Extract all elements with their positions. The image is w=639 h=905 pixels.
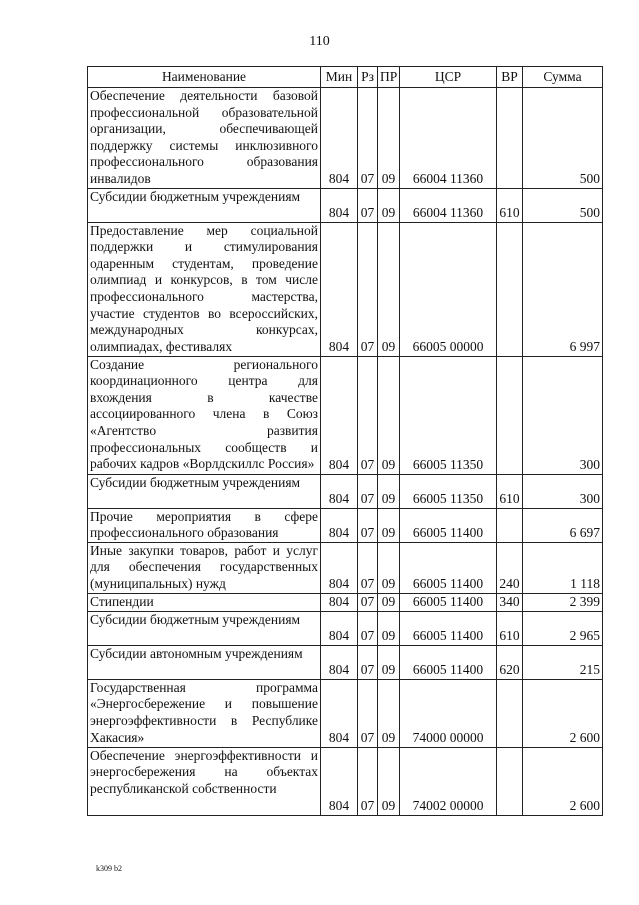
row-pr: 09: [378, 593, 400, 611]
row-sum: 300: [523, 356, 603, 474]
row-pr: 09: [378, 747, 400, 815]
row-min: 804: [321, 222, 358, 356]
table-row: [88, 222, 603, 356]
row-pr: 09: [378, 611, 400, 645]
row-vr: 340: [497, 593, 523, 611]
row-vr: 610: [497, 611, 523, 645]
row-min: 804: [321, 356, 358, 474]
row-rz: 07: [358, 88, 378, 189]
table-row: [88, 356, 603, 474]
row-csr: 66005 11400: [400, 542, 497, 593]
row-pr: 09: [378, 356, 400, 474]
row-min: 804: [321, 508, 358, 542]
table-row: [88, 611, 603, 645]
row-rz: 07: [358, 356, 378, 474]
row-name: Обеспечение деятельности базовой профессиональной образовательной организации, обеспечивающей поддержку системы инклюзивного профессионального образования инвалидов: [88, 88, 321, 189]
row-vr: [497, 747, 523, 815]
row-vr: 610: [497, 188, 523, 222]
row-csr: 66005 11350: [400, 474, 497, 508]
row-vr: [497, 508, 523, 542]
row-name: Государственная программа «Энергосбережение и повышение энергоэффективности в Республике Хакасия»: [88, 679, 321, 747]
row-sum: 2 965: [523, 611, 603, 645]
header-vr: ВР: [497, 67, 523, 88]
row-vr: 620: [497, 645, 523, 679]
row-name: Субсидии бюджетным учреждениям: [88, 188, 321, 222]
row-sum: 500: [523, 188, 603, 222]
row-rz: 07: [358, 679, 378, 747]
row-pr: 09: [378, 222, 400, 356]
footer-code: k309 b2: [96, 864, 122, 873]
row-rz: 07: [358, 474, 378, 508]
row-csr: 66005 00000: [400, 222, 497, 356]
row-rz: 07: [358, 222, 378, 356]
row-min: 804: [321, 611, 358, 645]
row-csr: 66005 11400: [400, 593, 497, 611]
row-min: 804: [321, 593, 358, 611]
table-row: [88, 188, 603, 222]
table-row: [88, 508, 603, 542]
row-sum: 2 600: [523, 679, 603, 747]
header-min: Мин: [321, 67, 358, 88]
row-name: Создание регионального координационного центра для вхождения в качестве ассоциированного члена в Союз «Агентство развития профессиональных сообществ и рабочих кадров «Ворлдскиллс Россия»: [88, 356, 321, 474]
header-sum: Сумма: [523, 67, 603, 88]
row-pr: 09: [378, 645, 400, 679]
row-name: Предоставление мер социальной поддержки и стимулирования одаренным студентам, проведение олимпиад и конкурсов, в том числе профессионального мастерства, участие студентов во всероссийских, международных конкурсах, олимпиадах, фестивалях: [88, 222, 321, 356]
budget-table: [87, 66, 603, 816]
row-min: 804: [321, 679, 358, 747]
row-min: 804: [321, 542, 358, 593]
table-row: [88, 88, 603, 189]
row-pr: 09: [378, 88, 400, 189]
row-sum: 300: [523, 474, 603, 508]
row-sum: 6 997: [523, 222, 603, 356]
row-name: Обеспечение энергоэффективности и энергосбережения на объектах республиканской собственности: [88, 747, 321, 815]
row-rz: 07: [358, 593, 378, 611]
row-vr: [497, 88, 523, 189]
header-csr: ЦСР: [400, 67, 497, 88]
header-pr: ПР: [378, 67, 400, 88]
row-min: 804: [321, 88, 358, 189]
row-min: 804: [321, 645, 358, 679]
row-pr: 09: [378, 679, 400, 747]
header-name: Наименование: [88, 67, 321, 88]
row-rz: 07: [358, 508, 378, 542]
row-csr: 66005 11350: [400, 356, 497, 474]
row-csr: 66005 11400: [400, 508, 497, 542]
row-sum: 500: [523, 88, 603, 189]
row-pr: 09: [378, 474, 400, 508]
table-row: [88, 474, 603, 508]
table-row: [88, 747, 603, 815]
row-pr: 09: [378, 508, 400, 542]
row-name: Субсидии бюджетным учреждениям: [88, 611, 321, 645]
table-row: [88, 679, 603, 747]
table-row: [88, 593, 603, 611]
row-min: 804: [321, 188, 358, 222]
row-min: 804: [321, 747, 358, 815]
table-row: [88, 645, 603, 679]
row-sum: 2 399: [523, 593, 603, 611]
row-csr: 74000 00000: [400, 679, 497, 747]
row-vr: 240: [497, 542, 523, 593]
row-name: Субсидии бюджетным учреждениям: [88, 474, 321, 508]
row-name: Иные закупки товаров, работ и услуг для обеспечения государственных (муниципальных) нужд: [88, 542, 321, 593]
row-sum: 2 600: [523, 747, 603, 815]
row-rz: 07: [358, 645, 378, 679]
row-pr: 09: [378, 188, 400, 222]
row-vr: 610: [497, 474, 523, 508]
row-min: 804: [321, 474, 358, 508]
row-vr: [497, 356, 523, 474]
row-sum: 215: [523, 645, 603, 679]
row-vr: [497, 222, 523, 356]
row-name: Стипендии: [88, 593, 321, 611]
row-rz: 07: [358, 188, 378, 222]
row-pr: 09: [378, 542, 400, 593]
header-rz: Рз: [358, 67, 378, 88]
row-rz: 07: [358, 747, 378, 815]
row-csr: 66004 11360: [400, 188, 497, 222]
row-csr: 66005 11400: [400, 611, 497, 645]
page-number: 110: [309, 34, 330, 49]
row-sum: 6 697: [523, 508, 603, 542]
row-name: Субсидии автономным учреждениям: [88, 645, 321, 679]
row-csr: 74002 00000: [400, 747, 497, 815]
row-rz: 07: [358, 611, 378, 645]
table-row: [88, 542, 603, 593]
row-sum: 1 118: [523, 542, 603, 593]
table-header-row: [88, 67, 603, 88]
row-csr: 66004 11360: [400, 88, 497, 189]
row-vr: [497, 679, 523, 747]
row-name: Прочие мероприятия в сфере профессионального образования: [88, 508, 321, 542]
row-csr: 66005 11400: [400, 645, 497, 679]
row-rz: 07: [358, 542, 378, 593]
